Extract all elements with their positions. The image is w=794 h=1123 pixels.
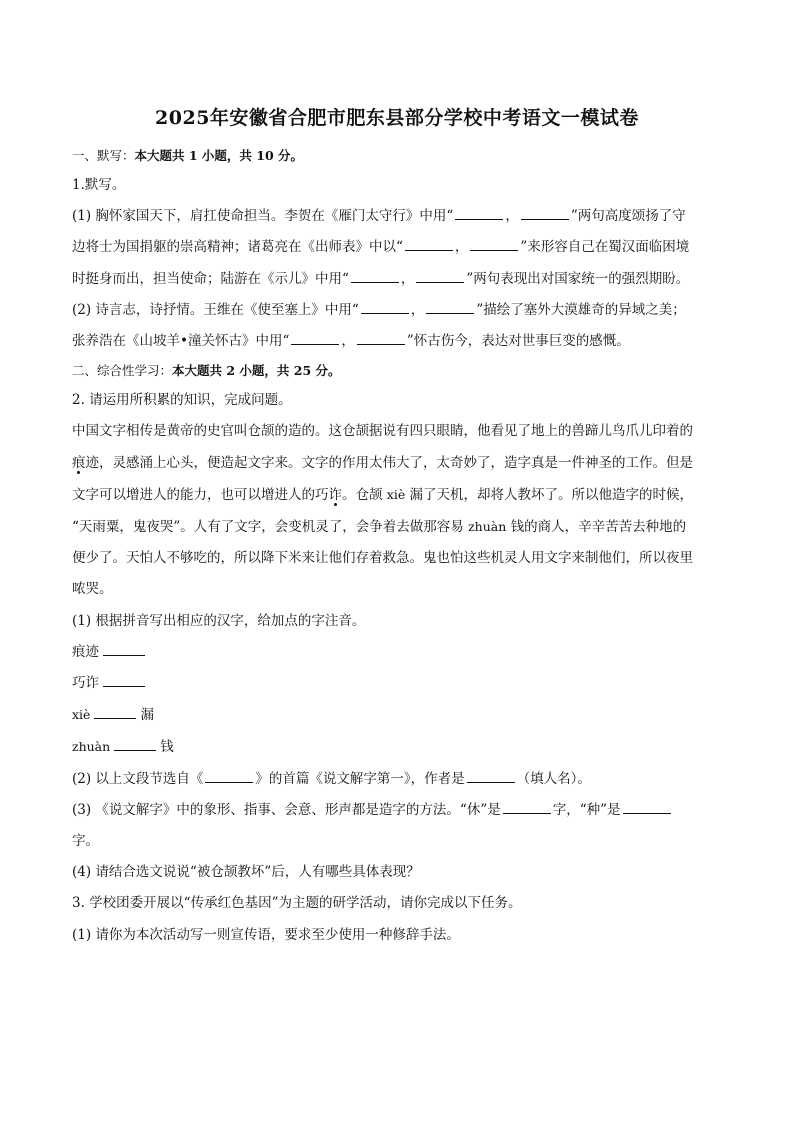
answer-blank[interactable]: [291, 330, 339, 345]
text-segment: ，: [400, 270, 415, 287]
question-1-part-1-line-1: [72, 201, 722, 232]
passage-line-2: [72, 448, 722, 479]
question-2-sub-3-cont: 字。: [72, 833, 99, 850]
question-2-sub-3: [72, 795, 722, 826]
section-heading-1: [72, 142, 722, 170]
answer-blank[interactable]: [361, 299, 409, 314]
fill-item-4: [72, 731, 722, 763]
text-segment: 漏了天机，却将人教坏了。所以他造字的时候，: [405, 486, 694, 503]
text-segment: ”怀古伤今，表达对世事巨变的感慨。: [406, 333, 630, 350]
passage-line-4: [72, 511, 722, 543]
text-segment: 。仓颉: [342, 486, 387, 503]
answer-blank[interactable]: [205, 768, 253, 783]
text-segment: (2) 诗言志，诗抒情。王维在《使至塞上》中用“: [72, 301, 359, 318]
text-segment: ，灵感涌上心头，便造起文字来。文字的作用太伟大了，太奇妙了，造字真是一件神圣的工作。但是: [99, 454, 693, 471]
question-1-part-1-line-3: [72, 264, 722, 295]
text-segment: 钱的商人，辛辛苦苦去种地的: [506, 519, 687, 536]
answer-blank[interactable]: [416, 268, 464, 283]
answer-blank[interactable]: [114, 736, 156, 751]
text-segment: 》的首篇《说文解字第一》，作者是: [255, 770, 465, 787]
answer-blank[interactable]: [103, 672, 145, 687]
text-segment: ，: [454, 239, 469, 256]
passage-line-1: 中国文字相传是黄帝的史官叫仓颉的造的。这仓颉据说有四只眼睛，他看见了地上的兽蹄儿鸟爪儿印着的: [72, 423, 693, 440]
answer-blank[interactable]: [503, 799, 551, 814]
question-2-sub-1: (1) 根据拼音写出相应的汉字，给加点的字注音。: [72, 612, 366, 629]
text-segment: (3) 《说文解字》中的象形、指事、会意、形声都是造字的方法。“休”是: [72, 801, 501, 818]
text-segment: ”描绘了塞外大漠雄奇的异域之美；: [476, 301, 686, 318]
text-segment: ”两句高度颂扬了守: [570, 208, 686, 225]
fill-item-3: [72, 699, 722, 731]
fill-item-word: 痕迹: [72, 643, 99, 660]
text-segment: “天雨粟，鬼夜哭”。人有了文字，会变机灵了，会争着去做那容易: [72, 519, 469, 536]
section-heading-label: 一、默写：: [72, 148, 135, 163]
section-heading-detail: 本大题共 2 小题，共 25 分。: [172, 363, 341, 379]
text-segment: ”来形容自己在蜀汉面临困境: [520, 239, 690, 256]
answer-blank[interactable]: [94, 704, 136, 719]
answer-blank[interactable]: [470, 236, 518, 251]
answer-blank[interactable]: [623, 799, 671, 814]
passage-line-5: 便少了。天怕人不够吃的，所以降下米来让他们存着救急。鬼也怕这些机灵人用文字来制他们，所以夜里: [72, 550, 693, 567]
answer-blank[interactable]: [405, 236, 453, 251]
answer-blank[interactable]: [103, 641, 145, 656]
text-segment: 张养浩在《山坡羊•潼关怀古》中用“: [72, 333, 290, 350]
answer-blank[interactable]: [351, 268, 399, 283]
section-heading-2: [72, 357, 722, 385]
answer-blank[interactable]: [426, 299, 474, 314]
pinyin-text: xiè: [72, 707, 91, 723]
question-1-part-2-line-1: [72, 295, 722, 326]
question-2-label: 2. 请运用所积累的知识，完成问题。: [72, 392, 292, 409]
answer-blank[interactable]: [521, 205, 569, 220]
page-title: 2025年安徽省合肥市肥东县部分学校中考语文一模试卷: [155, 107, 639, 129]
text-segment: ，: [341, 333, 355, 350]
text-segment: 迹: [85, 454, 99, 471]
fill-item-word: 漏: [140, 707, 154, 724]
text-segment: 边将士为国捐躯的崇高精神；诸葛亮在《出师表》中以“: [72, 239, 403, 256]
text-segment: ，: [505, 208, 519, 225]
text-segment: （填人名）。: [516, 770, 591, 787]
answer-blank[interactable]: [455, 205, 503, 220]
question-2-sub-4: (4) 请结合选文说说“被仓颉教坏”后，人有哪些具体表现？: [72, 864, 420, 881]
text-segment: ，: [410, 301, 425, 318]
text-segment: 文字可以增进人的能力，也可以增进人的巧: [72, 486, 329, 503]
pinyin-text: zhuàn: [72, 739, 111, 755]
fill-item-2: [72, 668, 722, 699]
question-1-label: 1.默写。: [72, 177, 126, 193]
passage-line-3: [72, 479, 722, 511]
question-3-label: 3. 学校团委开展以“传承红色基因”为主题的研学活动，请你完成以下任务。: [72, 895, 522, 912]
passage-line-6: 哝哭。: [72, 581, 113, 598]
fill-item-word: 巧诈: [72, 675, 99, 692]
pinyin-text: xiè: [386, 486, 406, 502]
dotted-char: 痕: [72, 454, 86, 471]
answer-blank[interactable]: [357, 330, 405, 345]
text-segment: ”两句表现出对国家统一的强烈期盼。: [466, 270, 690, 287]
text-segment: 字，“种”是: [552, 801, 621, 818]
answer-blank[interactable]: [467, 768, 515, 783]
question-3-sub-1: (1) 请你为本次活动写一则宣传语，要求至少使用一种修辞手法。: [72, 926, 460, 943]
question-2-sub-2: [72, 764, 722, 795]
dotted-char: 诈: [328, 486, 342, 503]
pinyin-text: zhuàn: [468, 519, 507, 535]
question-1-part-2-line-2: [72, 326, 722, 357]
section-heading-detail: 本大题共 1 小题，共 10 分。: [134, 148, 304, 163]
text-segment: (1) 胸怀家国天下，肩扛使命担当。李贺在《雁门太守行》中用“: [72, 208, 454, 225]
section-heading-label: 二、综合性学习：: [72, 363, 173, 379]
fill-item-1: [72, 637, 722, 668]
text-segment: (2) 以上文段节选自《: [72, 770, 204, 787]
question-1-part-1-line-2: [72, 232, 722, 263]
text-segment: 时挺身而出，担当使命；陆游在《示儿》中用“: [72, 270, 349, 287]
fill-item-word: 钱: [160, 739, 174, 756]
